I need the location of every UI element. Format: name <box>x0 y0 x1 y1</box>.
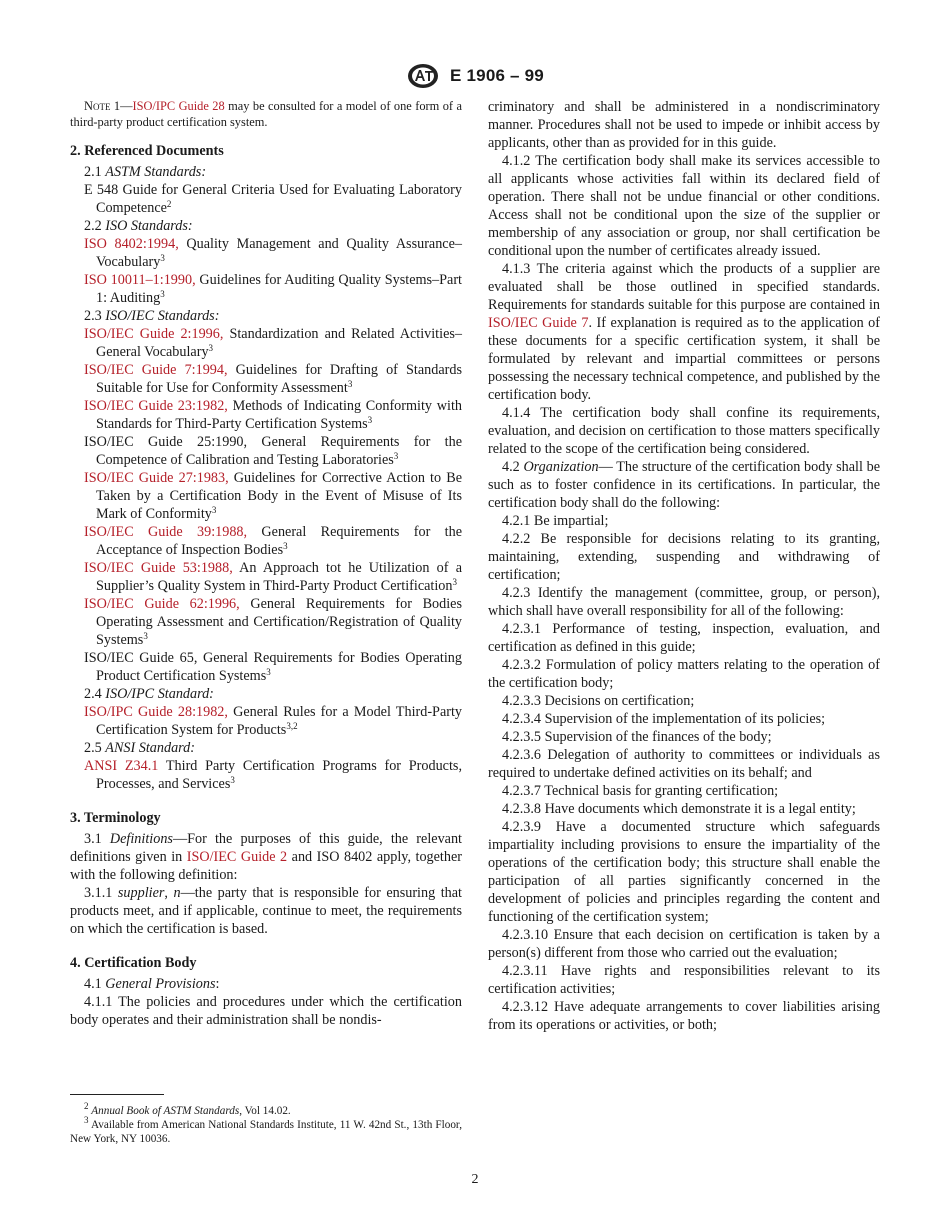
ref-ipc-guide-28: ISO/IPC Guide 28:1982, General Rules for a Model Third-Party Certification System for Products$^{3,2}$ <box>84 704 463 738</box>
right-column <box>488 98 880 1034</box>
ref-ansi-z34-1: ANSI Z34.1 Third Party Certification Programs for Products, Processes, and Services$^3$ <box>84 758 462 792</box>
subsection-2-3: 2.3 ISO/IEC Standards: <box>84 308 220 324</box>
para-4-1-1-part2: criminatory and shall be administered in a nondiscriminatory manner. Procedures shall not be used to impede or inhibit access by applicants, other than as provided for in this guide. <box>488 99 880 151</box>
para-4-2-3-1: 4.2.3.1 Performance of testing, inspection, evaluation, and certification as defined in this guide; <box>488 621 880 655</box>
link-guide-23[interactable]: ISO/IEC Guide 23:1982, <box>84 398 228 414</box>
ref-guide-53: ISO/IEC Guide 53:1988, An Approach tot he Utilization of a Supplier’s Quality System in Third-Party Product Certification$^3$ <box>84 560 462 594</box>
ref-iso-8402: ISO 8402:1994, Quality Management and Quality Assurance–Vocabulary$^3$ <box>84 236 462 270</box>
para-4-2-3-5: 4.2.3.5 Supervision of the finances of the body; <box>502 729 772 745</box>
para-4-2-3-6: 4.2.3.6 Delegation of authority to committees or individuals as required to undertake defined activities on its behalf; and <box>488 747 880 781</box>
para-4-2-3-12: 4.2.3.12 Have adequate arrangements to cover liabilities arising from its operations or activities, or both; <box>488 999 880 1033</box>
footnotes <box>70 1101 462 1146</box>
link-guide-27[interactable]: ISO/IEC Guide 27:1983, <box>84 470 229 486</box>
link-guide-7[interactable]: ISO/IEC Guide 7:1994, <box>84 362 228 378</box>
ref-guide-62: ISO/IEC Guide 62:1996, General Requirements for Bodies Operating Assessment and Certification/Registration of Quality Systems$^3$ <box>84 596 462 648</box>
ref-iso-10011: ISO 10011–1:1990, Guidelines for Auditing Quality Systems–Part 1: Auditing$^3$ <box>84 272 462 306</box>
subsection-2-5: 2.5 ANSI Standard: <box>84 740 195 756</box>
subsection-2-4: 2.4 ISO/IPC Standard: <box>84 686 214 702</box>
para-4-2-3-9: 4.2.3.9 Have a documented structure which safeguards impartiality including provisions to ensure the impartiality of the operations of the certification body; this structure shall enable the participation of all parties significantly concerned in the development of policies and principles regarding the content and functioning of the certification system; <box>488 819 880 925</box>
section-2-heading: 2. Referenced Documents <box>70 143 224 159</box>
para-4-2-3-2: 4.2.3.2 Formulation of policy matters relating to the operation of the certification body; <box>488 657 880 691</box>
document-designation: E 1906 – 99 <box>450 66 544 85</box>
link-guide-39[interactable]: ISO/IEC Guide 39:1988, <box>84 524 248 540</box>
page-header <box>0 62 950 90</box>
para-4-1-4: 4.1.4 The certification body shall confine its requirements, evaluation, and decision on certification to those matters specifically related to the scope of the certification being considered. <box>488 405 880 457</box>
note-1: Note 1—ISO/IPC Guide 28 may be consulted for a model of one form of a third-party product certification system. <box>70 99 462 129</box>
footnote-divider <box>70 1094 164 1095</box>
footnote-2: $^2$ Annual Book of ASTM Standards, Vol 14.02. <box>84 1101 291 1117</box>
ref-guide-2: ISO/IEC Guide 2:1996, Standardization and Related Activities–General Vocabulary$^3$ <box>84 326 462 360</box>
para-3-1: 3.1 Definitions—For the purposes of this guide, the relevant definitions given in ISO/IEC Guide 2 and ISO 8402 apply, together with the following definition: <box>70 831 462 883</box>
link-ipc-guide-28[interactable]: ISO/IPC Guide 28:1982, <box>84 704 228 720</box>
ref-guide-25: ISO/IEC Guide 25:1990, General Requirements for the Competence of Calibration and Testing Laboratories$^3$ <box>84 434 462 468</box>
section-4-heading: 4. Certification Body <box>70 955 197 971</box>
para-4-2: 4.2 Organization— The structure of the certification body shall be such as to foster confidence in its certifications. In particular, the certification body shall do the following: <box>488 459 881 511</box>
ref-guide-7: ISO/IEC Guide 7:1994, Guidelines for Drafting of Standards Suitable for Use for Conformity Assessment$^3$ <box>84 362 462 396</box>
left-column <box>70 98 462 1029</box>
link-iso-8402[interactable]: ISO 8402:1994, <box>84 236 179 252</box>
subsection-2-1: 2.1 ASTM Standards: <box>84 164 207 180</box>
ref-guide-23: ISO/IEC Guide 23:1982, Methods of Indicating Conformity with Standards for Third-Party Certification Systems$^3$ <box>84 398 462 432</box>
section-3-heading: 3. Terminology <box>70 810 161 826</box>
para-4-2-3-7: 4.2.3.7 Technical basis for granting certification; <box>502 783 779 799</box>
subsection-2-2: 2.2 ISO Standards: <box>84 218 193 234</box>
para-4-1-3: 4.1.3 The criteria against which the products of a supplier are evaluated shall be those outlined in specified standards. Requirements for standards suitable for this purpose are contained in ISO/IEC Guide 7. If explanation is required as to the application of these documents for a specific certification system, it shall be formulated by relevant and impartial committees or persons possessing the necessary technical competence, and published by the certification body. <box>488 261 880 403</box>
ref-guide-65: ISO/IEC Guide 65, General Requirements for Bodies Operating Product Certification Systems$^3$ <box>84 650 462 684</box>
link-guide-53[interactable]: ISO/IEC Guide 53:1988, <box>84 560 233 576</box>
para-4-2-2: 4.2.2 Be responsible for decisions relating to its granting, maintaining, extending, suspending and withdrawing of certification; <box>488 531 880 583</box>
ref-guide-39: ISO/IEC Guide 39:1988, General Requirements for the Acceptance of Inspection Bodies$^3$ <box>84 524 462 558</box>
astm-logo-icon <box>406 62 440 90</box>
link-guide-7-inline[interactable]: ISO/IEC Guide 7 <box>488 315 589 331</box>
para-4-1: 4.1 General Provisions: <box>84 976 220 992</box>
footnote-3: $^3$ Available from American National Standards Institute, 11 W. 42nd St., 13th Floor, New York, NY 10036. <box>70 1115 462 1145</box>
link-iso-10011[interactable]: ISO 10011–1:1990, <box>84 272 196 288</box>
para-4-2-3-10: 4.2.3.10 Ensure that each decision on certification is taken by a person(s) different from those who carried out the evaluation; <box>488 927 880 961</box>
para-4-2-3-8: 4.2.3.8 Have documents which demonstrate it is a legal entity; <box>502 801 856 817</box>
para-4-2-3: 4.2.3 Identify the management (committee, group, or person), which shall have overall responsibility for all of the following: <box>488 585 880 619</box>
link-iso-ipc-guide-28[interactable]: ISO/IPC Guide 28 <box>132 99 225 113</box>
para-4-1-1-part1: 4.1.1 The policies and procedures under which the certification body operates and their administration shall be nondis- <box>70 994 462 1028</box>
page-number: 2 <box>471 1172 479 1187</box>
para-4-2-3-3: 4.2.3.3 Decisions on certification; <box>502 693 695 709</box>
para-4-2-3-11: 4.2.3.11 Have rights and responsibilities relevant to its certification activities; <box>488 963 880 997</box>
link-guide-2-inline[interactable]: ISO/IEC Guide 2 <box>186 849 288 865</box>
para-4-2-3-4: 4.2.3.4 Supervision of the implementation of its policies; <box>502 711 826 727</box>
para-3-1-1: 3.1.1 supplier, n—the party that is responsible for ensuring that products meet, and if applicable, continue to meet, the requirements on which the certification is based. <box>70 885 462 937</box>
link-guide-62[interactable]: ISO/IEC Guide 62:1996, <box>84 596 240 612</box>
para-4-2-1: 4.2.1 Be impartial; <box>502 513 609 529</box>
link-guide-2[interactable]: ISO/IEC Guide 2:1996, <box>84 326 224 342</box>
ref-guide-27: ISO/IEC Guide 27:1983, Guidelines for Corrective Action to Be Taken by a Certification Body in the Event of Misuse of Its Mark of Conformity$^3$ <box>84 470 462 522</box>
para-4-1-2: 4.1.2 The certification body shall make its services accessible to all applicants whose activities fall within its declared field of operation. There shall not be undue financial or other conditions. Access shall not be conditional upon the size of the supplier or membership of any association or group, nor shall certification be conditional upon the number of certificates already issued. <box>488 153 880 259</box>
link-ansi-z34-1[interactable]: ANSI Z34.1 <box>84 758 159 774</box>
ref-e548: E 548 Guide for General Criteria Used for Evaluating Laboratory Competence$^2$ <box>84 182 462 216</box>
